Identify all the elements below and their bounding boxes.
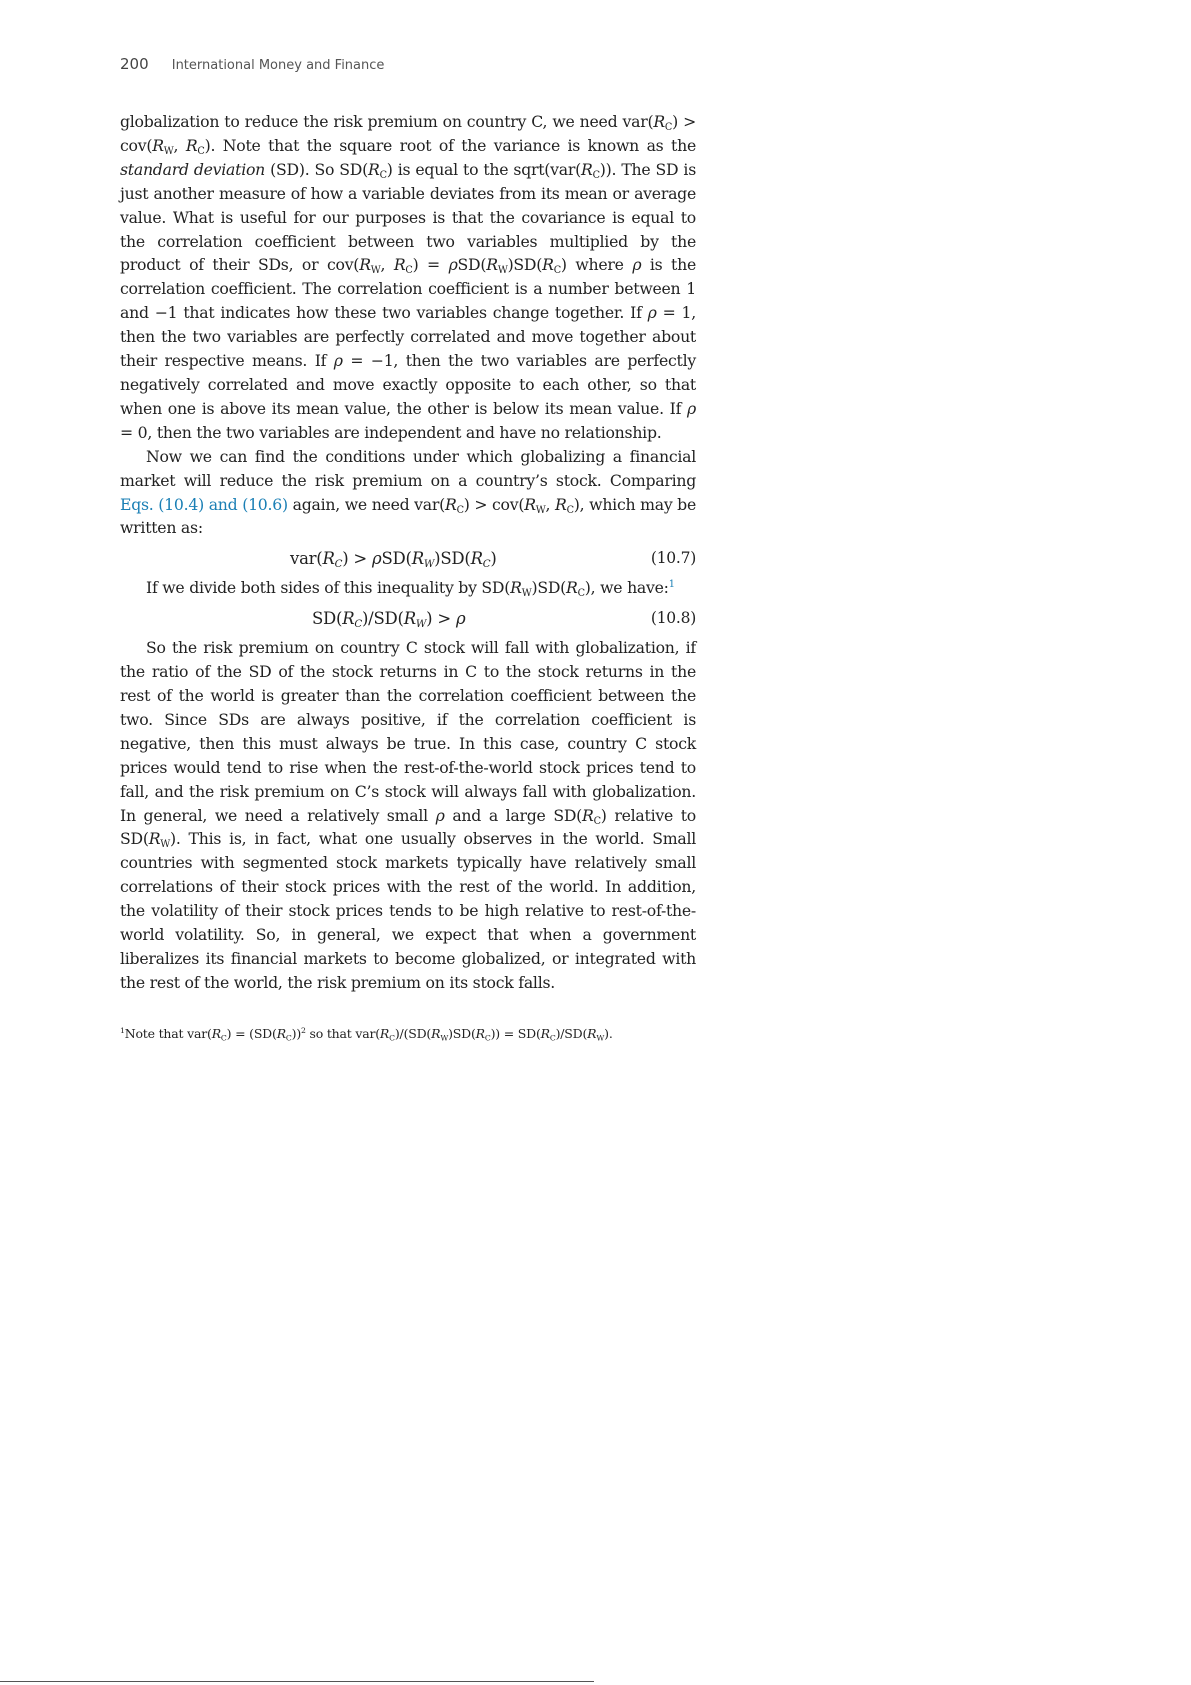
footnote-mark: 1	[120, 1025, 125, 1035]
equation-expression: $var(R_C) > \rho SD(R_W)SD(R_C)$	[290, 549, 497, 571]
equation-number: (10.8)	[650, 609, 696, 628]
footnote-reference[interactable]: 1	[668, 579, 675, 591]
paragraph-1: globalization to reduce the risk premium on country C, we need $var(R_C) > cov(R_W$, $R_C$). Note that the square root of the variance is known as the standard deviation (SD). So $SD(R_C)$ is equal to the $sqrt(var(R_C))$. The SD is just another measure of how a variable deviates from its mean or average value. What is useful for our purposes is that the covariance is equal to the correlation coefficient between two variables multiplied by the product of their SDs, or $cov(R_W$, $R_C) = \rho SD(R_W)SD(R_C)$ where ρ is the correlation coefficient. The correlation coefficient is a number between 1 and −1 that indicates how these two variables change together. If ρ = 1, then the two variables are perfectly correlated and move together about their respective means. If ρ = −1, then the two variables are perfectly negatively correlated and move exactly opposite to each other, so that when one is above its mean value, the other is below its mean value. If ρ = 0, then the two variables are independent and have no relationship.	[120, 112, 697, 442]
page-number: 200	[120, 55, 149, 73]
equations-link[interactable]: Eqs. (10.4) and (10.6)	[120, 494, 288, 514]
running-head	[120, 54, 384, 73]
footnote: $^1$Note that $var(R_C) = (SD(R_C))^2$ so that $var(R_C)/(SD(R_W)SD(R_C)) = SD(R_C)/SD(R_W)$.	[120, 1025, 613, 1043]
body-text	[120, 110, 696, 995]
page-bottom-rule	[0, 1681, 594, 1682]
paragraph-4: So the risk premium on country C stock will fall with globalization, if the ratio of the SD of the stock returns in C to the stock returns in the rest of the world is greater than the correlation coefficient between the two. Since SDs are always positive, if the correlation coefficient is negative, then this must always be true. In this case, country C stock prices would tend to rise when the rest-of-the-world stock prices tend to fall, and the risk premium on C’s stock will always fall with globalization. In general, we need a relatively small ρ and a large $SD(R_C)$ relative to $SD(R_W)$. This is, in fact, what one usually observes in the world. Small countries with segmented stock markets typically have relatively small correlations of their stock prices with the rest of the world. In addition, the volatility of their stock prices tends to be high relative to rest-of-the-world volatility. So, in general, we expect that when a government liberalizes its financial markets to become globalized, or integrated with the rest of the world, the risk premium on its stock falls.	[120, 638, 696, 992]
paragraph-2: Now we can find the conditions under which globalizing a financial market will reduce the risk premium on a country’s stock. Comparing Eqs. (10.4) and (10.6) again, we need $var(R_C) > cov(R_W$, $R_C$), which may be written as:	[120, 446, 697, 538]
equation-10-7	[120, 544, 696, 574]
term-standard-deviation: standard deviation	[120, 159, 266, 179]
running-title: International Money and Finance	[171, 58, 385, 73]
equation-number: (10.7)	[650, 549, 696, 568]
equation-10-8	[120, 604, 696, 634]
equation-expression: $SD(R_C)/SD(R_W) > \rho$	[312, 609, 466, 631]
paragraph-3: If we divide both sides of this inequality by $SD(R_W)SD(R_C)$, we have:$^1$	[146, 578, 675, 600]
